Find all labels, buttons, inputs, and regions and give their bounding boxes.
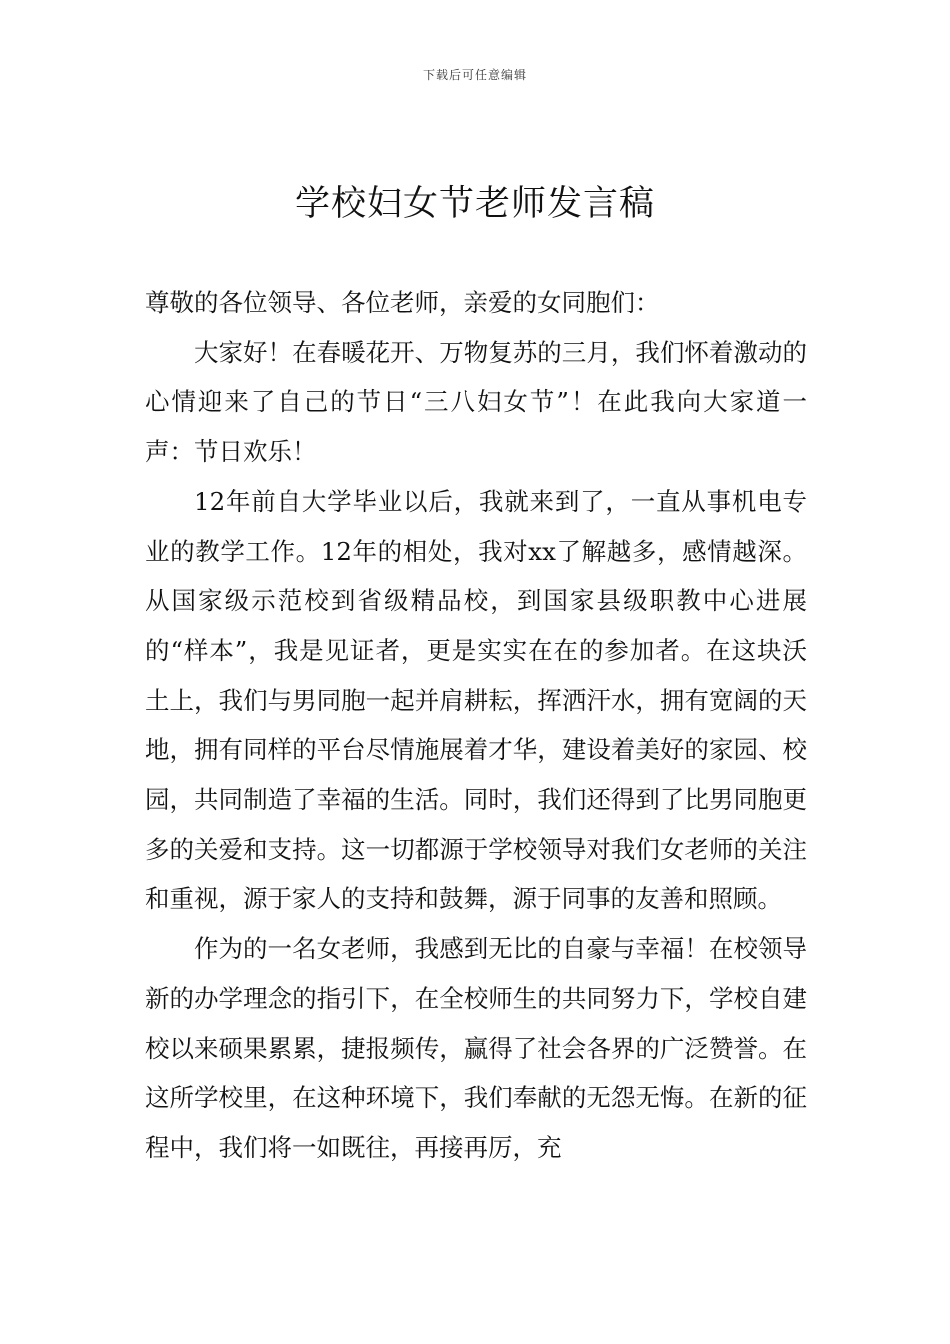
- document-title: 学校妇女节老师发言稿: [294, 184, 655, 224]
- salutation: 尊敬的各位领导、各位老师，亲爱的女同胞们：: [145, 288, 660, 317]
- paragraph-2: 12年前自大学毕业以后，我就来到了，一直从事机电专业的教学工作。12年的相处，我对xx了解越多，感情越深。从国家级示范校到省级精品校，到国家县级职教中心进展的“样本”，我是见证者，更是实实在在的参加者。在这块沃土上，我们与男同胞一起并肩耕耘，挥洒汗水，拥有宽阔的天地，拥有同样的平台尽情施展着才华，建设着美好的家园、校园，共同制造了幸福的生活。同时，我们还得到了比男同胞更多的关爱和支持。这一切都源于学校领导对我们女老师的关注和重视，源于家人的支持和鼓舞，源于同事的友善和照顾。: [145, 486, 807, 914]
- paragraph-1: 大家好！在春暖花开、万物复苏的三月，我们怀着激动的心情迎来了自己的节日“三八妇女节”！在此我向大家道一声：节日欢乐！: [145, 337, 807, 467]
- header-note: 下载后可任意编辑: [422, 68, 527, 82]
- paragraph-3: 作为的一名女老师，我感到无比的自豪与幸福！在校领导新的办学理念的指引下，在全校师生的共同努力下，学校自建校以来硕果累累，捷报频传，赢得了社会各界的广泛赞誉。在这所学校里，在这种环境下，我们奉献的无怨无悔。在新的征程中，我们将一如既往，再接再厉，充: [145, 934, 807, 1162]
- document-body: [145, 278, 807, 1173]
